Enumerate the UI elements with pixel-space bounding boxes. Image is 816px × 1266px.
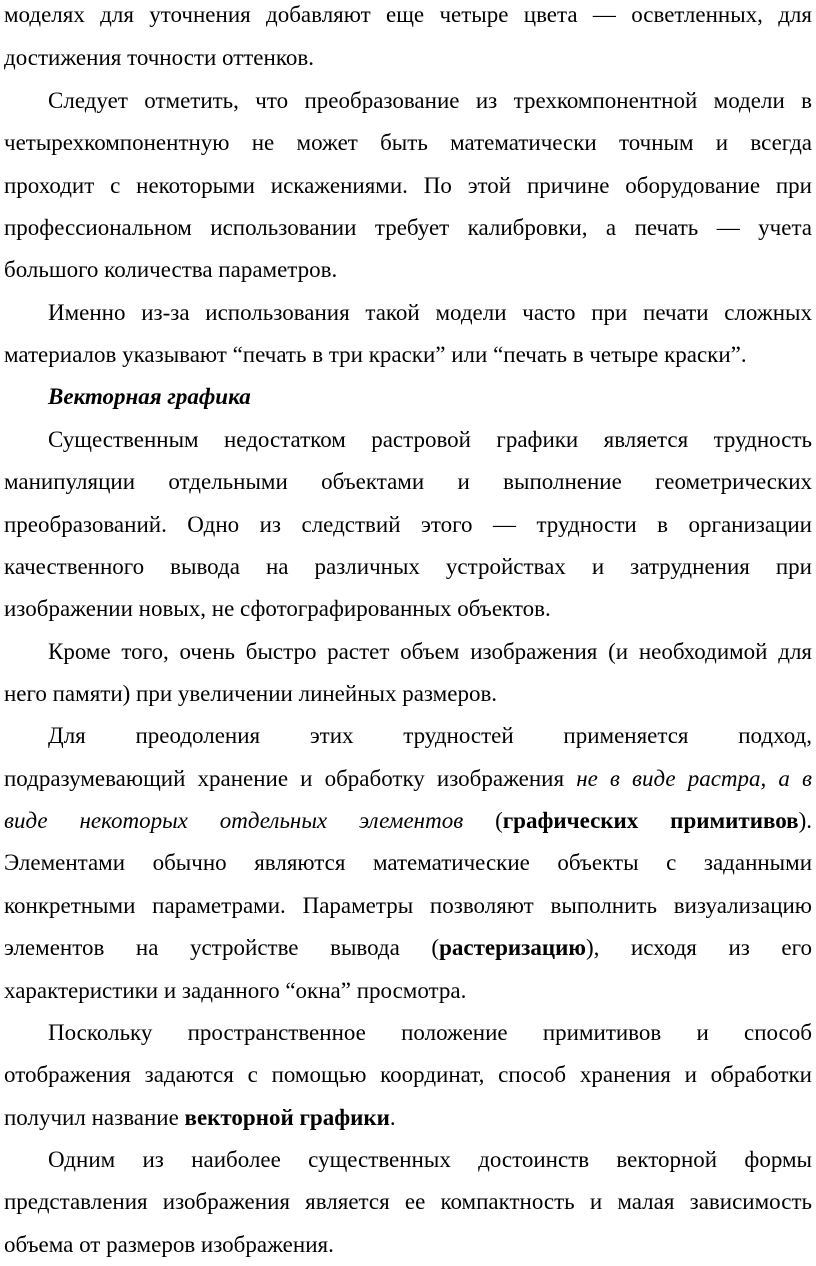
bold-run: растеризацию xyxy=(439,935,586,960)
paragraph-line: Поскольку пространственное положение примитивов и способ xyxy=(48,1020,812,1045)
bold-run: графических примитивов xyxy=(502,808,799,833)
paragraph-line xyxy=(4,927,812,969)
paragraph-line: характеристики и заданного “окна” просмотра. xyxy=(4,978,467,1003)
text-run: подразумевающий хранение и обработку изображения xyxy=(4,766,577,791)
paragraph-line: Кроме того, очень быстро растет объем изображения (и необходимой для xyxy=(48,639,812,664)
paragraph-line: материалов указывают “печать в три краски” или “печать в четыре краски”. xyxy=(4,342,747,367)
paragraph-line: Именно из-за использования такой модели часто при печати сложных xyxy=(48,300,812,325)
section-heading: Векторная графика xyxy=(48,384,251,409)
paragraph-line: Следует отметить, что преобразование из трехкомпонентной модели в xyxy=(48,88,812,113)
paragraph-line: представления изображения является ее компактность и малая зависимость xyxy=(4,1189,812,1214)
text-run: ( xyxy=(463,808,503,833)
text-run: . xyxy=(389,1105,396,1130)
bold-run: векторной графики xyxy=(184,1105,390,1130)
text-run: ). xyxy=(798,808,812,833)
text-run: получил название xyxy=(4,1105,185,1130)
italic-run: виде некоторых отдельных элементов xyxy=(4,808,464,833)
text-run: элементов на устройстве вывода ( xyxy=(4,935,440,960)
paragraph-line: объема от размеров изображения. xyxy=(4,1232,334,1257)
paragraph-line: Элементами обычно являются математические объекты с заданными xyxy=(4,850,812,875)
paragraph-line: моделях для уточнения добавляют еще четыре цвета — осветленных, для xyxy=(4,2,812,27)
paragraph-line: проходит с некоторыми искажениями. По этой причине оборудование при xyxy=(4,173,812,198)
paragraph-line: него памяти) при увеличении линейных размеров. xyxy=(4,681,498,706)
paragraph-line: преобразований. Одно из следствий этого — трудности в организации xyxy=(4,512,812,537)
paragraph-line: большого количества параметров. xyxy=(4,257,338,282)
paragraph-line xyxy=(4,758,812,800)
paragraph-line: конкретными параметрами. Параметры позволяют выполнить визуализацию xyxy=(4,893,812,918)
paragraph-line: достижения точности оттенков. xyxy=(4,45,314,70)
paragraph-line: профессиональном использовании требует калибровки, а печать — учета xyxy=(4,215,812,240)
paragraph-line: Одним из наиболее существенных достоинств векторной формы xyxy=(48,1147,812,1172)
paragraph-line: Существенным недостатком растровой графики является трудность xyxy=(48,427,812,452)
paragraph-line: качественного вывода на различных устройствах и затруднения при xyxy=(4,554,812,579)
text-run: ), исходя из его xyxy=(585,935,812,960)
paragraph-line xyxy=(4,1097,812,1139)
paragraph-line: изображении новых, не сфотографированных объектов. xyxy=(4,596,551,621)
paragraph-line: манипуляции отдельными объектами и выполнение геометрических xyxy=(4,469,812,494)
paragraph-line: Для преодоления этих трудностей применяется подход, xyxy=(48,723,812,748)
paragraph-line: четырехкомпонентную не может быть математически точным и всегда xyxy=(4,130,812,155)
paragraph-line xyxy=(4,800,812,842)
italic-run: не в виде растра, а в xyxy=(576,766,812,791)
paragraph-line: отображения задаются с помощью координат, способ хранения и обработки xyxy=(4,1062,812,1087)
